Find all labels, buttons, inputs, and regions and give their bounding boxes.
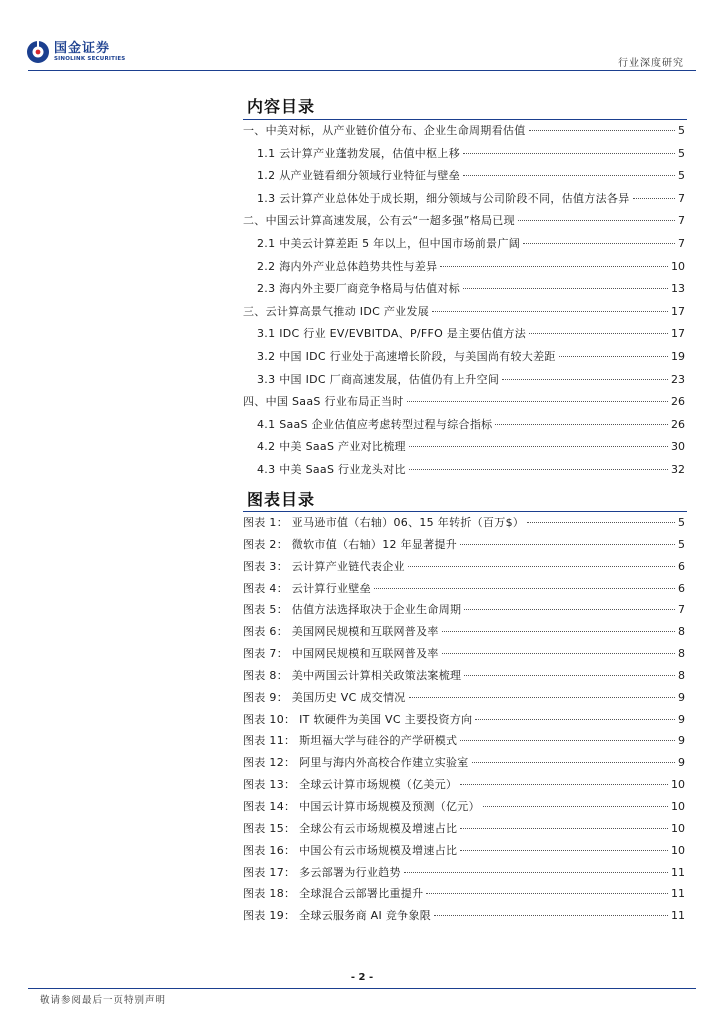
toc-entry[interactable]	[243, 438, 685, 461]
dot-leader	[502, 379, 668, 380]
figure-entry-page-number: 11	[671, 887, 685, 901]
toc-entry-label: 1.1 云计算产业蓬勃发展，估值中枢上移	[257, 146, 460, 160]
figure-entry-label: 图表 10： IT 软硬件为美国 VC 主要投资方向	[243, 712, 473, 726]
figure-entry-label: 图表 17： 多云部署为行业趋势	[243, 865, 401, 879]
figure-entry-page-number: 11	[671, 865, 685, 879]
figure-entry[interactable]	[243, 842, 685, 864]
figure-entry-label: 图表 11： 斯坦福大学与硅谷的产学研模式	[243, 734, 458, 748]
toc-entry[interactable]	[243, 190, 685, 213]
figure-entry-label: 图表 15： 全球公有云市场规模及增速占比	[243, 821, 458, 835]
dot-leader	[633, 198, 676, 199]
dot-leader	[426, 893, 668, 894]
toc-entry-page-number: 5	[678, 124, 685, 137]
dot-leader	[483, 806, 668, 807]
dot-leader	[527, 522, 675, 523]
dot-leader	[408, 566, 675, 567]
figure-entry-label: 图表 19： 全球云服务商 AI 竞争象限	[243, 909, 432, 923]
toc-entry-page-number: 17	[671, 327, 685, 341]
figure-entry[interactable]	[243, 754, 685, 776]
figure-entry-label: 图表 4： 云计算行业壁垒	[243, 581, 371, 595]
figure-entry[interactable]	[243, 580, 685, 602]
figure-list-title: 图表目录	[247, 490, 316, 509]
toc-entry-page-number: 26	[671, 417, 685, 431]
page-number: - 2 -	[350, 972, 374, 983]
figure-entry-label: 图表 1： 亚马逊市值（右轴）06、15 年转折（百万$）	[243, 516, 525, 529]
figure-entry-page-number: 9	[678, 690, 685, 704]
dot-leader	[374, 588, 675, 589]
toc-entry-label: 2.2 海内外产业总体趋势共性与差异	[257, 259, 438, 273]
toc-entry-label: 1.3 云计算产业总体处于成长期，细分领域与公司阶段不同，估值方法各异	[257, 191, 630, 205]
logo-english-name: SINOLINK SECURITIES	[54, 55, 126, 62]
figure-entry-page-number: 9	[678, 712, 685, 726]
dot-leader	[407, 401, 668, 402]
figure-entry[interactable]	[243, 536, 685, 558]
dot-leader	[409, 469, 668, 470]
figure-entry[interactable]	[243, 514, 685, 536]
figure-entry-label: 图表 8： 美中两国云计算相关政策法案梳理	[243, 668, 462, 682]
toc-entry-page-number: 5	[678, 169, 685, 183]
toc-entry-label: 3.3 中国 IDC 厂商高速发展，估值仍有上升空间	[257, 372, 500, 386]
toc-entry-page-number: 10	[671, 259, 685, 273]
figure-entry-page-number: 6	[678, 559, 685, 573]
dot-leader	[442, 653, 675, 654]
dot-leader	[463, 153, 675, 154]
toc-entry-label: 一、中美对标，从产业链价值分布、企业生命周期看估值	[243, 124, 526, 137]
dot-leader	[495, 424, 668, 425]
sinolink-logo-icon	[26, 40, 50, 64]
figure-entry-page-number: 7	[678, 603, 685, 617]
header-divider	[28, 70, 696, 71]
figure-entry-page-number: 10	[671, 821, 685, 835]
toc-entry[interactable]	[243, 145, 685, 168]
toc-entry[interactable]	[243, 212, 685, 235]
toc-entry-page-number: 13	[671, 282, 685, 296]
figure-entry-page-number: 6	[678, 581, 685, 595]
logo-chinese-name: 国金证券	[54, 40, 111, 56]
figure-list	[243, 514, 685, 929]
figure-entry[interactable]	[243, 711, 685, 733]
toc-entry-page-number: 7	[678, 214, 685, 228]
figure-entry[interactable]	[243, 885, 685, 907]
figure-entry-page-number: 11	[671, 909, 685, 923]
figure-entry-label: 图表 3： 云计算产业链代表企业	[243, 559, 405, 573]
figure-entry-page-number: 8	[678, 668, 685, 682]
figure-entry[interactable]	[243, 623, 685, 645]
dot-leader	[475, 719, 675, 720]
toc-entry-page-number: 19	[671, 349, 685, 363]
figure-entry[interactable]	[243, 645, 685, 667]
toc-entry-label: 4.1 SaaS 企业估值应考虑转型过程与综合指标	[257, 417, 493, 431]
dot-leader	[440, 266, 668, 267]
toc-entry[interactable]	[243, 167, 685, 190]
toc-entry-label: 三、云计算高景气推动 IDC 产业发展	[243, 304, 430, 318]
toc-entry-label: 2.3 海内外主要厂商竞争格局与估值对标	[257, 282, 460, 296]
figure-entry-page-number: 5	[678, 516, 685, 529]
toc-entry-page-number: 23	[671, 372, 685, 386]
dot-leader	[559, 356, 668, 357]
figure-entry-page-number: 5	[678, 537, 685, 551]
dot-leader	[460, 828, 668, 829]
figure-entry-page-number: 10	[671, 843, 685, 857]
dot-leader	[518, 220, 675, 221]
dot-leader	[460, 850, 668, 851]
footer-divider	[28, 988, 696, 989]
dot-leader	[434, 915, 668, 916]
toc-entry-label: 4.3 中美 SaaS 行业龙头对比	[257, 462, 406, 476]
dot-leader	[442, 631, 675, 632]
toc-entry-page-number: 26	[671, 395, 685, 409]
toc-entry-page-number: 7	[678, 191, 685, 205]
figure-entry-page-number: 8	[678, 647, 685, 661]
dot-leader	[409, 697, 675, 698]
toc-entry-label: 四、中国 SaaS 行业布局正当时	[243, 395, 404, 409]
figure-entry[interactable]	[243, 820, 685, 842]
dot-leader	[460, 544, 675, 545]
figure-entry-label: 图表 7： 中国网民规模和互联网普及率	[243, 647, 439, 661]
toc-entry-label: 3.2 中国 IDC 行业处于高速增长阶段，与美国尚有较大差距	[257, 349, 556, 363]
dot-leader	[472, 762, 675, 763]
toc-entry-page-number: 5	[678, 146, 685, 160]
page-header	[0, 0, 724, 72]
dot-leader	[409, 446, 668, 447]
toc-entry[interactable]	[243, 461, 685, 484]
toc-entry-label: 3.1 IDC 行业 EV/EVBITDA、P/FFO 是主要估值方法	[257, 327, 526, 341]
toc-entry-label: 2.1 中美云计算差距 5 年以上，但中国市场前景广阔	[257, 236, 521, 250]
toc-entry-page-number: 17	[671, 304, 685, 318]
figure-entry[interactable]	[243, 689, 685, 711]
toc-entry[interactable]	[243, 325, 685, 348]
toc-entry-label: 二、中国云计算高速发展，公有云“一超多强”格局已现	[243, 214, 515, 228]
dot-leader	[529, 333, 668, 334]
toc-entry[interactable]	[243, 393, 685, 416]
dot-leader	[432, 311, 668, 312]
figure-entry-page-number: 9	[678, 734, 685, 748]
toc-entry[interactable]	[243, 416, 685, 439]
toc-entry-page-number: 7	[678, 236, 685, 250]
dot-leader	[529, 130, 676, 131]
figure-entry-label: 图表 16： 中国公有云市场规模及增速占比	[243, 843, 458, 857]
figure-entry-page-number: 10	[671, 799, 685, 813]
toc-entry-label: 4.2 中美 SaaS 产业对比梳理	[257, 440, 406, 454]
toc-title: 内容目录	[247, 97, 316, 116]
figure-entry-label: 图表 9： 美国历史 VC 成交情况	[243, 690, 406, 704]
figure-entry[interactable]	[243, 732, 685, 754]
figure-entry-label: 图表 12： 阿里与海内外高校合作建立实验室	[243, 756, 469, 770]
figure-entry[interactable]	[243, 798, 685, 820]
table-of-contents	[243, 122, 685, 484]
figure-entry-label: 图表 6： 美国网民规模和互联网普及率	[243, 625, 439, 639]
toc-title-divider	[243, 119, 687, 120]
dot-leader	[464, 675, 675, 676]
toc-entry[interactable]	[243, 235, 685, 258]
toc-entry[interactable]	[243, 280, 685, 303]
figure-entry-label: 图表 5： 估值方法选择取决于企业生命周期	[243, 603, 462, 617]
figure-entry[interactable]	[243, 601, 685, 623]
dot-leader	[460, 784, 668, 785]
company-logo	[26, 40, 125, 64]
figure-entry-page-number: 8	[678, 625, 685, 639]
toc-entry[interactable]	[243, 122, 685, 145]
dot-leader	[463, 175, 675, 176]
dot-leader	[460, 740, 675, 741]
dot-leader	[463, 288, 668, 289]
report-type-label: 行业深度研究	[618, 58, 684, 69]
dot-leader	[404, 872, 668, 873]
figure-entry[interactable]	[243, 864, 685, 886]
figure-entry-label: 图表 14： 中国云计算市场规模及预测（亿元）	[243, 799, 480, 813]
toc-entry[interactable]	[243, 348, 685, 371]
toc-entry[interactable]	[243, 303, 685, 326]
figure-entry-label: 图表 18： 全球混合云部署比重提升	[243, 887, 424, 901]
dot-leader	[523, 243, 675, 244]
toc-entry-page-number: 32	[671, 462, 685, 476]
figure-entry[interactable]	[243, 667, 685, 689]
footer-disclaimer: 敬请参阅最后一页特别声明	[40, 995, 167, 1006]
toc-entry-page-number: 30	[671, 440, 685, 454]
figure-entry[interactable]	[243, 776, 685, 798]
figure-entry[interactable]	[243, 907, 685, 929]
dot-leader	[464, 609, 675, 610]
toc-entry[interactable]	[243, 258, 685, 281]
toc-entry-label: 1.2 从产业链看细分领域行业特征与壁垒	[257, 169, 460, 183]
figure-list-title-divider	[243, 511, 687, 512]
figure-entry-label: 图表 2： 微软市值（右轴）12 年显著提升	[243, 537, 458, 551]
figure-entry-page-number: 10	[671, 778, 685, 792]
toc-entry[interactable]	[243, 371, 685, 394]
figure-entry-page-number: 9	[678, 756, 685, 770]
figure-entry[interactable]	[243, 558, 685, 580]
figure-entry-label: 图表 13： 全球云计算市场规模（亿美元）	[243, 778, 458, 792]
